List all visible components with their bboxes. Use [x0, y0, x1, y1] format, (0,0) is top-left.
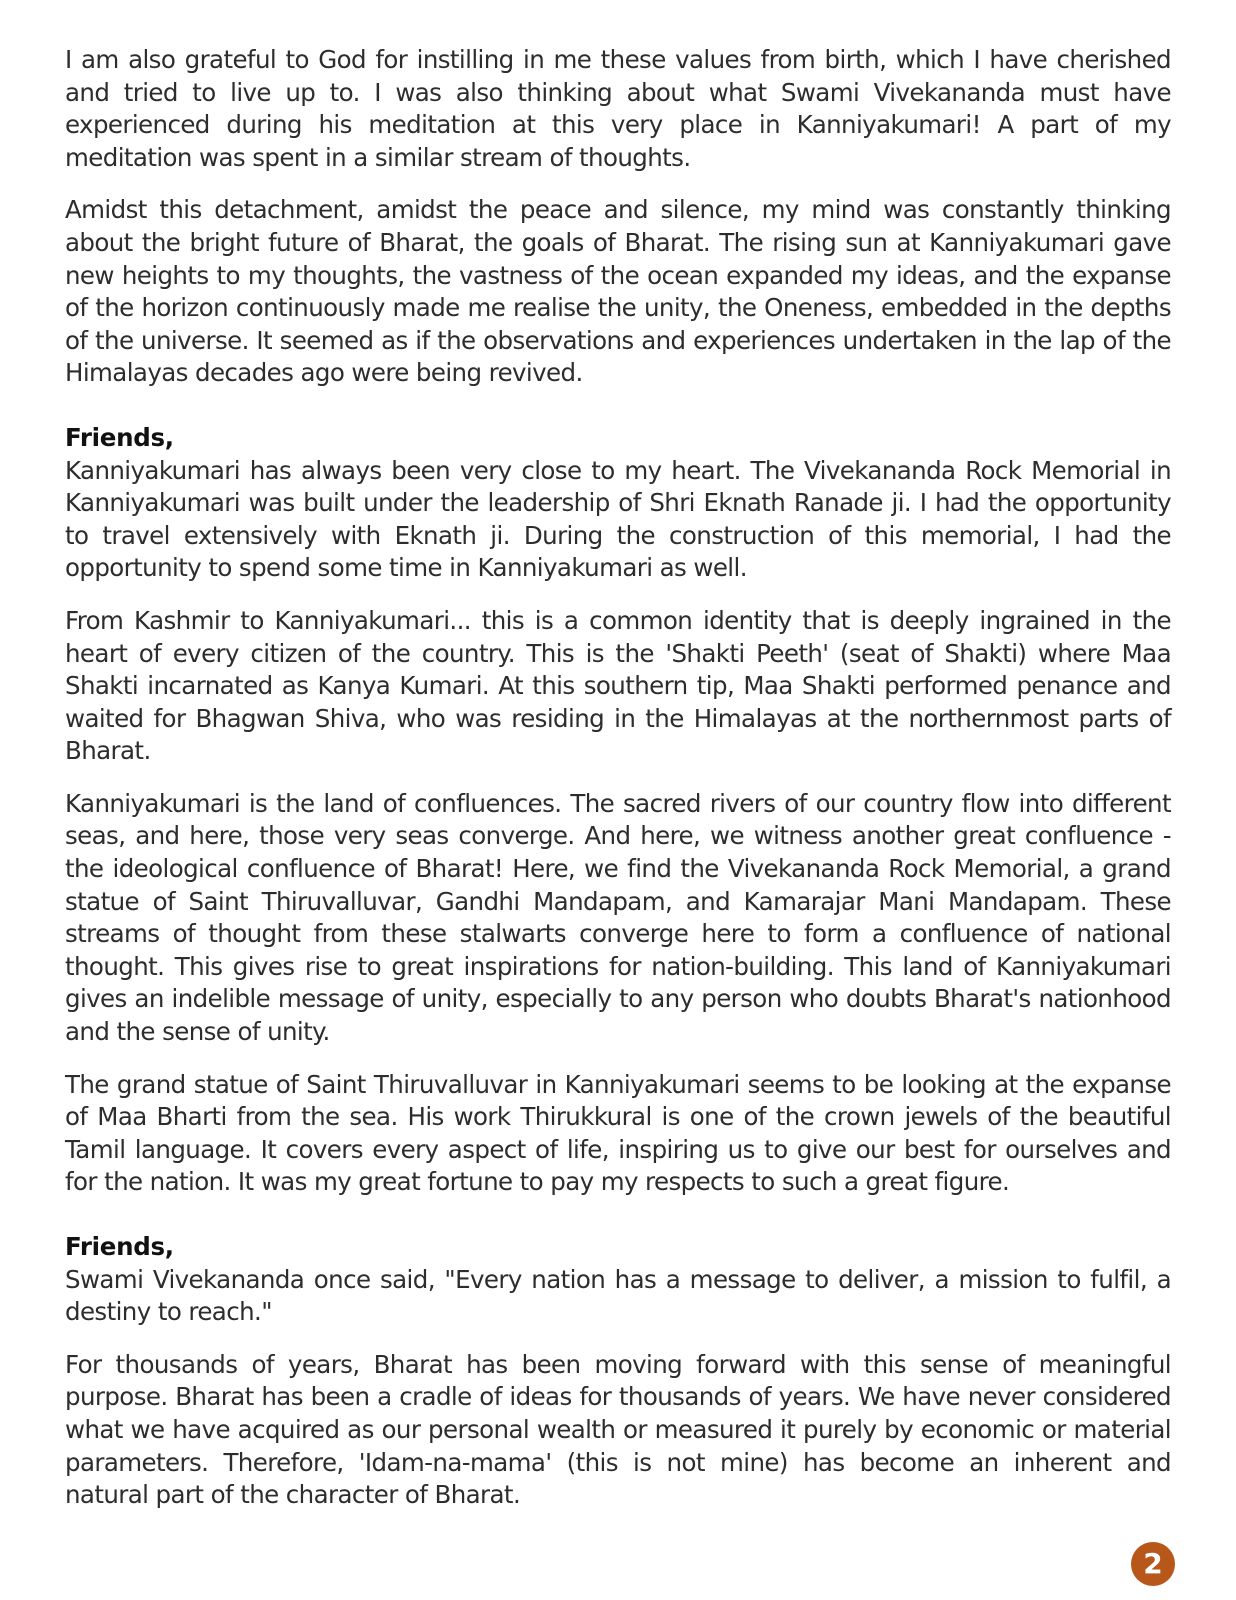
paragraph-land-of-confluences: Kanniyakumari is the land of confluences. The sacred rivers of our country flow into different seas, and here, those very seas converge. And here, we witness another great confluence - the ideological confluence of Bharat! Here, we find the Vivekananda Rock Memorial, a grand statue of Saint Thiruvalluvar, Gandhi Mandapam, and Kamarajar Mani Mandapam. These streams of thought from these stalwarts converge here to form a confluence of national thought. This gives rise to great inspirations for nation-building. This land of Kanniyakumari gives an indelible message of unity, especially to any person who doubts Bharat's nationhood and the sense of unity.	[65, 788, 1171, 1047]
paragraph-thiruvalluvar-statue: The grand statue of Saint Thiruvalluvar in Kanniyakumari seems to be looking at the expanse of Maa Bharti from the sea. His work Thirukkural is one of the crown jewels of the beautiful Tamil language. It covers every aspect of life, inspiring us to give our best for ourselves and for the nation. It was my great fortune to pay my respects to such a great figure.	[65, 1069, 1171, 1197]
paragraph-idam-na-mama: For thousands of years, Bharat has been moving forward with this sense of meaningful purpose. Bharat has been a cradle of ideas for thousands of years. We have never considered what we have acquired as our personal wealth or measured it purely by economic or material parameters. Therefore, 'Idam-na-mama' (this is not mine) has become an inherent and natural part of the character of Bharat.	[65, 1349, 1171, 1510]
section-spacer	[65, 410, 1171, 422]
paragraph-kanniyakumari-heart: Kanniyakumari has always been very close to my heart. The Vivekananda Rock Memorial in Kanniyakumari was built under the leadership of Shri Eknath Ranade ji. I had the opportunity to travel extensively with Eknath ji. During the construction of this memorial, I had the opportunity to spend some time in Kanniyakumari as well.	[65, 455, 1171, 583]
section-spacer	[65, 1219, 1171, 1231]
section-heading-friends-2: Friends,	[65, 1232, 174, 1261]
section-heading-friends-1: Friends,	[65, 422, 174, 452]
paragraph-kashmir-to-kanniyakumari: From Kashmir to Kanniyakumari... this is a common identity that is deeply ingrained in the heart of every citizen of the country. This is the 'Shakti Peeth' (seat of Shakti) where Maa Shakti incarnated as Kanya Kumari. At this southern tip, Maa Shakti performed penance and waited for Bhagwan Shiva, who was residing in the Himalayas at the northernmost parts of Bharat.	[65, 605, 1171, 766]
page-number-badge: 2	[1131, 1542, 1175, 1586]
paragraph-gratitude: I am also grateful to God for instilling in me these values from birth, which I have cherished and tried to live up to. I was also thinking about what Swami Vivekananda must have experienced during his meditation at this very place in Kanniyakumari! A part of my meditation was spent in a similar stream of thoughts.	[65, 45, 1171, 172]
document-page	[65, 44, 1171, 1532]
paragraph-vivekananda-quote: Swami Vivekananda once said, "Every nation has a message to deliver, a mission to fulfil, a destiny to reach."	[65, 1264, 1171, 1327]
paragraph-detachment: Amidst this detachment, amidst the peace and silence, my mind was constantly thinking about the bright future of Bharat, the goals of Bharat. The rising sun at Kanniyakumari gave new heights to my thoughts, the vastness of the ocean expanded my ideas, and the expanse of the horizon continuously made me realise the unity, the Oneness, embedded in the depths of the universe. It seemed as if the observations and experiences undertaken in the lap of the Himalayas decades ago were being revived.	[65, 195, 1171, 388]
